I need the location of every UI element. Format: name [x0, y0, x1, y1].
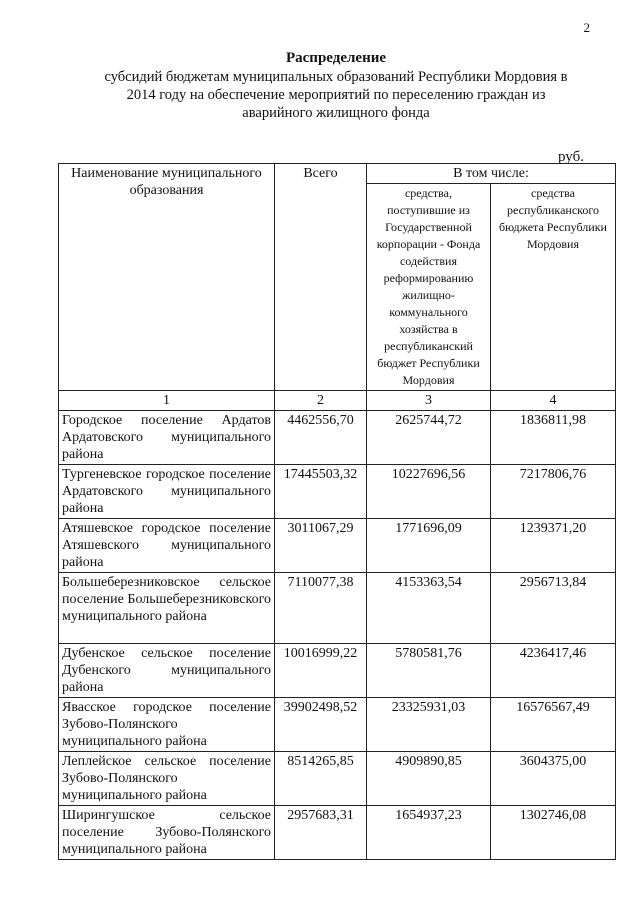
subtitle-line: субсидий бюджетам муниципальных образований Республики Мордовия в	[104, 69, 568, 85]
title-block	[60, 48, 612, 122]
republic-value: 7217806,76	[491, 465, 616, 519]
header-name-col: Наименование муниципального образования	[59, 164, 275, 391]
fund-value: 1771696,09	[367, 519, 491, 573]
total-value: 2957683,31	[275, 806, 367, 860]
header-including: В том числе:	[367, 164, 616, 184]
table-row	[59, 806, 616, 860]
column-number: 4	[491, 391, 616, 411]
header-fund-col: средства, поступившие из Государственной корпорации - Фонда содействия реформированию жилищно-коммунального хозяйства в республиканский бюджет Республики Мордовия	[367, 184, 491, 391]
subtitle-line: аварийного жилищного фонда	[242, 105, 430, 121]
table-row	[59, 411, 616, 465]
currency-unit: руб.	[558, 149, 584, 165]
subtitle-line: 2014 году на обеспечение мероприятий по переселению граждан из	[126, 87, 546, 103]
table-header-row	[59, 164, 616, 184]
municipality-name: Городское поселение Ардатов Ардатовского муниципального района	[59, 411, 275, 465]
table-row	[59, 644, 616, 698]
column-number: 1	[59, 391, 275, 411]
table-row	[59, 573, 616, 644]
distribution-table	[58, 163, 616, 860]
total-value: 7110077,38	[275, 573, 367, 644]
fund-value: 1654937,23	[367, 806, 491, 860]
fund-value: 4153363,54	[367, 573, 491, 644]
fund-value: 23325931,03	[367, 698, 491, 752]
municipality-name: Большеберезниковское сельское поселение Большеберезниковского муниципального района	[59, 573, 275, 644]
page-number: 2	[583, 20, 590, 35]
republic-value: 1836811,98	[491, 411, 616, 465]
document-title: Распределение	[285, 50, 387, 66]
total-value: 4462556,70	[275, 411, 367, 465]
column-number: 3	[367, 391, 491, 411]
total-value: 3011067,29	[275, 519, 367, 573]
republic-value: 16576567,49	[491, 698, 616, 752]
municipality-name: Атяшевское городское поселение Атяшевского муниципального района	[59, 519, 275, 573]
municipality-name: Леплейское сельское поселение Зубово-Полянского муниципального района	[59, 752, 275, 806]
fund-value: 5780581,76	[367, 644, 491, 698]
total-value: 10016999,22	[275, 644, 367, 698]
fund-value: 4909890,85	[367, 752, 491, 806]
header-total-col: Всего	[275, 164, 367, 391]
republic-value: 4236417,46	[491, 644, 616, 698]
column-number-row	[59, 391, 616, 411]
table-row	[59, 465, 616, 519]
table-row	[59, 519, 616, 573]
fund-value: 10227696,56	[367, 465, 491, 519]
municipality-name: Дубенское сельское поселение Дубенского муниципального района	[59, 644, 275, 698]
municipality-name: Явасское городское поселение Зубово-Полянского муниципального района	[59, 698, 275, 752]
municipality-name: Ширингушское сельское поселение Зубово-Полянского муниципального района	[59, 806, 275, 860]
table-row	[59, 752, 616, 806]
republic-value: 1302746,08	[491, 806, 616, 860]
total-value: 8514265,85	[275, 752, 367, 806]
republic-value: 1239371,20	[491, 519, 616, 573]
table-row	[59, 698, 616, 752]
column-number: 2	[275, 391, 367, 411]
municipality-name: Тургеневское городское поселение Ардатовского муниципального района	[59, 465, 275, 519]
republic-value: 2956713,84	[491, 573, 616, 644]
total-value: 39902498,52	[275, 698, 367, 752]
fund-value: 2625744,72	[367, 411, 491, 465]
republic-value: 3604375,00	[491, 752, 616, 806]
total-value: 17445503,32	[275, 465, 367, 519]
header-republic-col: средства республиканского бюджета Республики Мордовия	[491, 184, 616, 391]
